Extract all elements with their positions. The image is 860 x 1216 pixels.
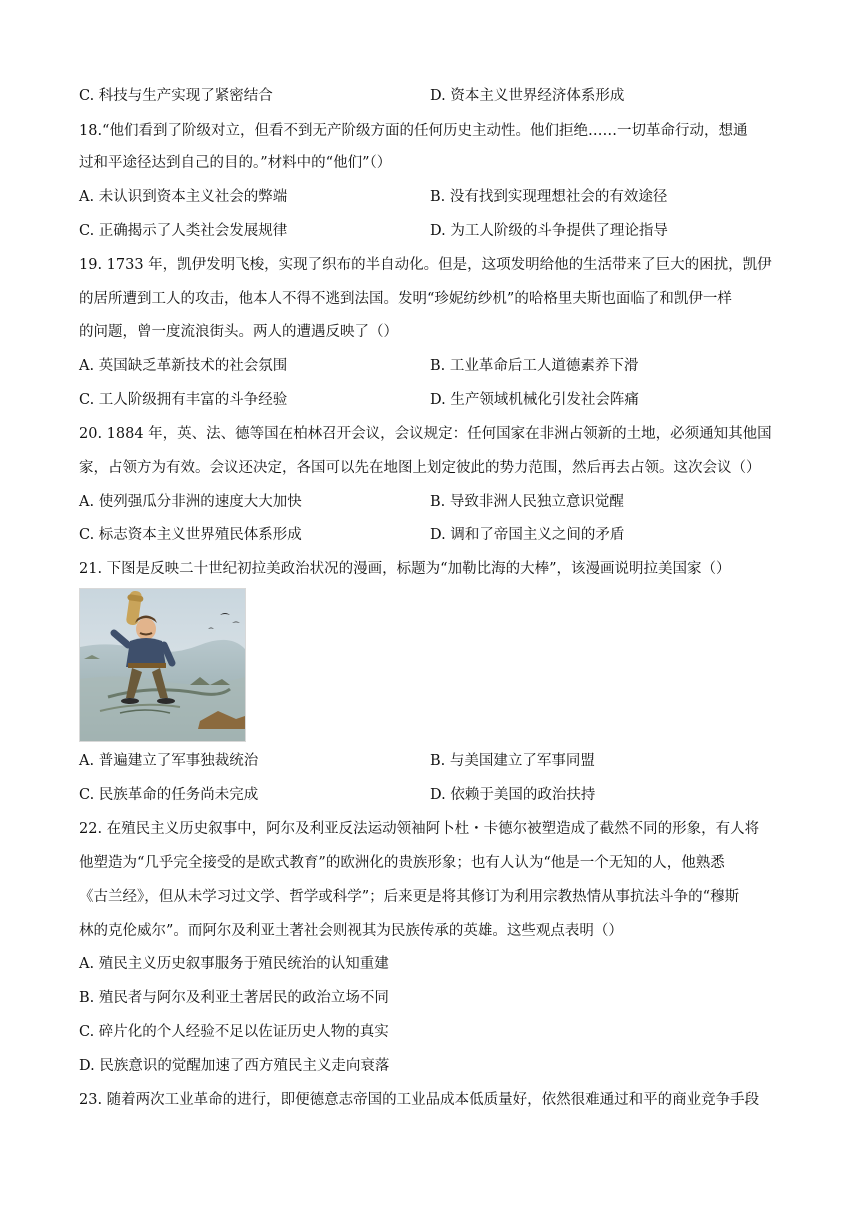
q22-stem-line2: 他塑造为“几乎完全接受的是欧式教育”的欧洲化的贵族形象；也有人认为“他是一个无知的人，他熟悉 xyxy=(79,855,725,871)
q19-stem-line1: 19. 1733 年，凯伊发明飞梭，实现了织布的半自动化。但是，这项发明给他的生活带来了巨大的困扰，凯伊 xyxy=(79,257,772,273)
q22-stem-line3: 《古兰经》，但从未学习过文学、哲学或科学”；后来更是将其修订为利用宗教热情从事抗法斗争的“穆斯 xyxy=(79,889,740,905)
q22-stem-line1: 22. 在殖民主义历史叙事中，阿尔及利亚反法运动领袖阿卜杜・卡德尔被塑造成了截然不同的形象，有人将 xyxy=(79,821,760,837)
q17-option-c: C. 科技与生产实现了紧密结合 xyxy=(79,88,273,104)
q19-option-d: D. 生产领域机械化引发社会阵痛 xyxy=(430,392,639,408)
q20-option-a: A. 使列强瓜分非洲的速度大大加快 xyxy=(79,494,302,510)
q18-stem-line1: 18.“他们看到了阶级对立，但看不到无产阶级方面的任何历史主动性。他们拒绝……一切革命行动，想通 xyxy=(79,123,748,139)
q21-option-b: B. 与美国建立了军事同盟 xyxy=(430,753,595,769)
q22-option-b: B. 殖民者与阿尔及利亚土著居民的政治立场不同 xyxy=(79,990,389,1006)
q20-option-c: C. 标志资本主义世界殖民体系形成 xyxy=(79,527,302,543)
q19-option-c: C. 工人阶级拥有丰富的斗争经验 xyxy=(79,392,288,408)
q20-stem-line1: 20. 1884 年，英、法、德等国在柏林召开会议，会议规定：任何国家在非洲占领新的土地，必须通知其他国 xyxy=(79,426,772,442)
cartoon-illustration xyxy=(80,589,245,741)
q19-option-a: A. 英国缺乏革新技术的社会氛围 xyxy=(79,358,288,374)
cartoon-image xyxy=(79,588,246,742)
q18-option-c: C. 正确揭示了人类社会发展规律 xyxy=(79,223,288,239)
q19-option-b: B. 工业革命后工人道德素养下滑 xyxy=(430,358,639,374)
q19-stem-line3: 的问题，曾一度流浪街头。两人的遭遇反映了（） xyxy=(79,324,398,340)
q21-option-d: D. 依赖于美国的政治扶持 xyxy=(430,787,596,803)
q20-stem-line2: 家，占领方为有效。会议还决定，各国可以先在地图上划定彼此的势力范围，然后再去占领。这次会议（） xyxy=(79,460,761,476)
q18-stem-line2: 过和平途径达到自己的目的。”材料中的“他们”（） xyxy=(79,155,392,171)
q21-stem-line1: 21. 下图是反映二十世纪初拉美政治状况的漫画，标题为“加勒比海的大棒”，该漫画说明拉美国家（） xyxy=(79,561,731,577)
q21-option-c: C. 民族革命的任务尚未完成 xyxy=(79,787,259,803)
q22-option-d: D. 民族意识的觉醒加速了西方殖民主义走向衰落 xyxy=(79,1058,390,1074)
q22-option-a: A. 殖民主义历史叙事服务于殖民统治的认知重建 xyxy=(79,956,389,972)
q23-stem-line1: 23. 随着两次工业革命的进行，即便德意志帝国的工业品成本低质量好，依然很难通过和平的商业竞争手段 xyxy=(79,1092,760,1108)
q18-option-b: B. 没有找到实现理想社会的有效途径 xyxy=(430,189,668,205)
q17-option-d: D. 资本主义世界经济体系形成 xyxy=(430,88,625,104)
q18-option-d: D. 为工人阶级的斗争提供了理论指导 xyxy=(430,223,668,239)
q21-option-a: A. 普遍建立了军事独裁统治 xyxy=(79,753,259,769)
q20-option-d: D. 调和了帝国主义之间的矛盾 xyxy=(430,527,625,543)
q22-stem-line4: 林的克伦威尔”。而阿尔及利亚土著社会则视其为民族传承的英雄。这些观点表明（） xyxy=(79,923,623,939)
q20-option-b: B. 导致非洲人民独立意识觉醒 xyxy=(430,494,624,510)
q22-option-c: C. 碎片化的个人经验不足以佐证历史人物的真实 xyxy=(79,1024,389,1040)
q19-stem-line2: 的居所遭到工人的攻击，他本人不得不逃到法国。发明“珍妮纺纱机”的哈格里夫斯也面临了和凯伊一样 xyxy=(79,291,732,307)
q18-option-a: A. 未认识到资本主义社会的弊端 xyxy=(79,189,288,205)
